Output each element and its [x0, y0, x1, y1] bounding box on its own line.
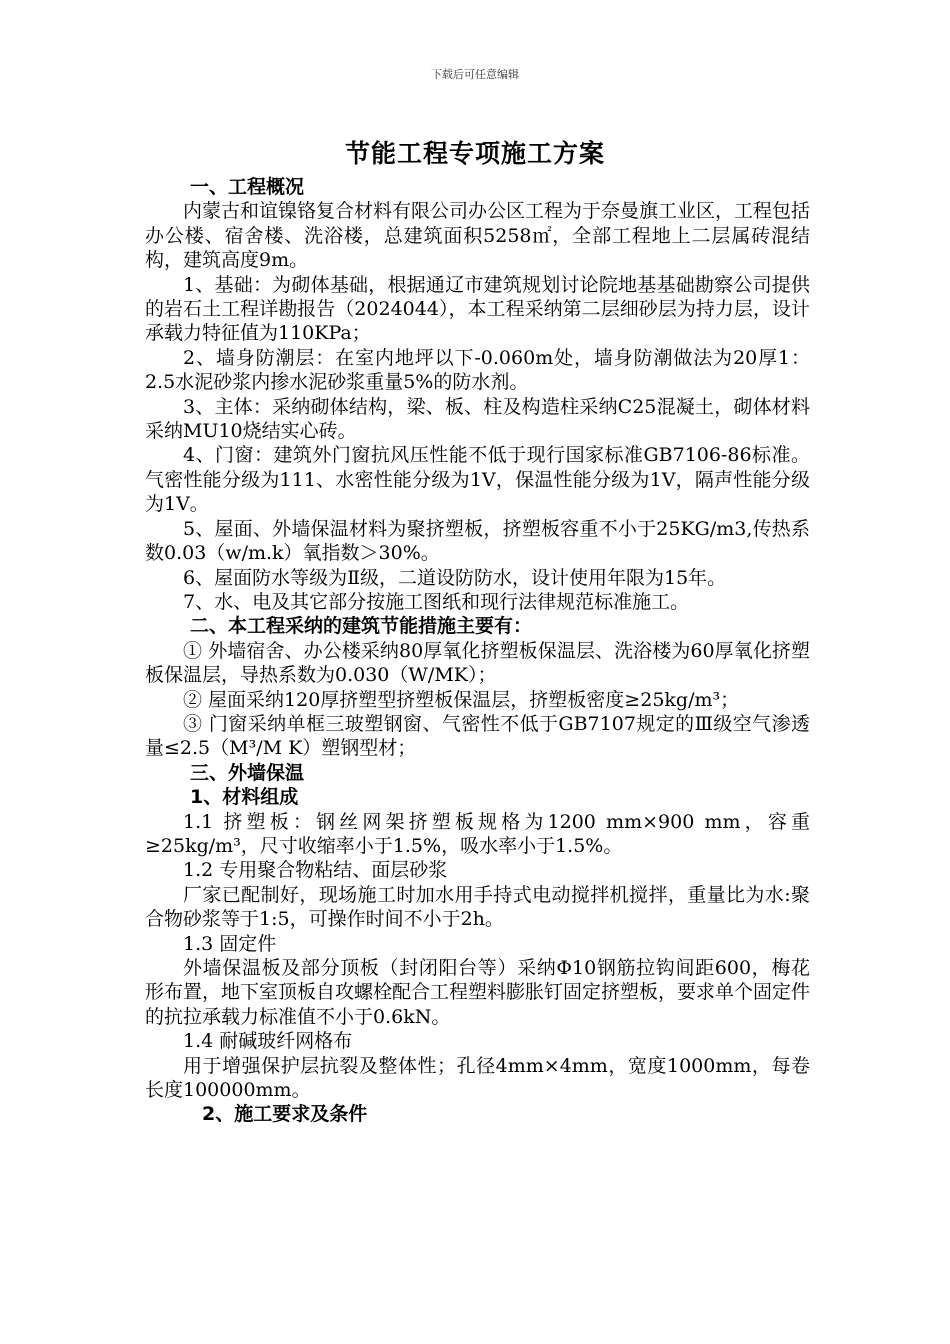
subsection-heading: 2、施工要求及条件 [202, 1103, 368, 1126]
paragraph: ① 外墙宿舍、办公楼采纳80厚氧化挤塑板保温层、洗浴楼为60厚氧化挤塑板保温层，导热系数为0.030（W/MK）； [145, 639, 810, 687]
document-title: 节能工程专项施工方案 [344, 139, 605, 168]
paragraph: 6、屋面防水等级为Ⅱ级，二道设防防水，设计使用年限为15年。 [183, 566, 727, 589]
paragraph: 内蒙古和谊镍铬复合材料有限公司办公区工程为于奈曼旗工业区，工程包括办公楼、宿舍楼、洗浴楼，总建筑面积5258㎡，全部工程地上二层属砖混结构，建筑高度9m。 [145, 200, 811, 272]
paragraph: 用于增强保护层抗裂及整体性；孔径4mm×4mm，宽度1000mm，每卷长度100000mm。 [145, 1054, 810, 1102]
subsection-heading: 1、材料组成 [190, 786, 299, 809]
header-note: 下载后可任意编辑 [431, 68, 519, 81]
paragraph: 1.2 专用聚合物粘结、面层砂浆 [183, 859, 448, 882]
section-heading: 二、本工程采纳的建筑节能措施主要有： [190, 615, 533, 638]
section-heading: 三、外墙保温 [190, 761, 305, 784]
paragraph: 2、墙身防潮层：在室内地坪以下-0.060m处，墙身防潮做法为20厚1：2.5水泥砂浆内掺水泥砂浆重量5%的防水剂。 [145, 346, 810, 394]
paragraph: 1、基础：为砌体基础，根据通辽市建筑规划讨论院地基基础勘察公司提供的岩石土工程详勘报告（2024044），本工程采纳第二层细砂层为持力层，设计承载力特征值为110KPa； [145, 273, 810, 345]
paragraph: 3、主体：采纳砌体结构，梁、板、柱及构造柱采纳C25混凝土，砌体材料采纳MU10烧结实心砖。 [145, 395, 810, 443]
paragraph: 1.4 耐碱玻纤网格布 [183, 1030, 353, 1053]
paragraph: 外墙保温板及部分顶板（封闭阳台等）采纳Φ10钢筋拉钩间距600，梅花形布置，地下室顶板自攻螺栓配合工程塑料膨胀钉固定挤塑板，要求单个固定件的抗拉承载力标准值不小于0.6kN。 [145, 957, 811, 1028]
paragraph: 厂家已配制好，现场施工时加水用手持式电动搅拌机搅拌，重量比为水:聚合物砂浆等于1:5，可操作时间不小于2h。 [145, 883, 810, 931]
paragraph: ② 屋面采纳120厚挤塑型挤塑板保温层，挤塑板密度≥25kg/m³； [183, 688, 740, 711]
paragraph: 5、屋面、外墙保温材料为聚挤塑板，挤塑板容重不小于25KG/m3,传热系数0.03（w/m.k）氧指数＞30%。 [145, 517, 810, 565]
paragraph: ③ 门窗采纳单框三玻塑钢窗、气密性不低于GB7107规定的Ⅲ级空气渗透量≤2.5（M³/M K）塑钢型材； [145, 712, 810, 760]
paragraph: 1.3 固定件 [183, 932, 277, 955]
paragraph: 1.1 挤塑板：钢丝网架挤塑板规格为1200 mm×900 mm，容重≥25kg/m³，尺寸收缩率小于1.5%，吸水率小于1.5%。 [145, 810, 810, 857]
section-heading: 一、工程概况 [190, 176, 305, 198]
paragraph: 4、门窗：建筑外门窗抗风压性能不低于现行国家标准GB7106-86标准。气密性能分级为111、水密性能分级为1V，保温性能分级为1V，隔声性能分级为1V。 [145, 444, 810, 516]
paragraph: 7、水、电及其它部分按施工图纸和现行法律规范标准施工。 [183, 590, 690, 613]
document-body [145, 175, 810, 1127]
